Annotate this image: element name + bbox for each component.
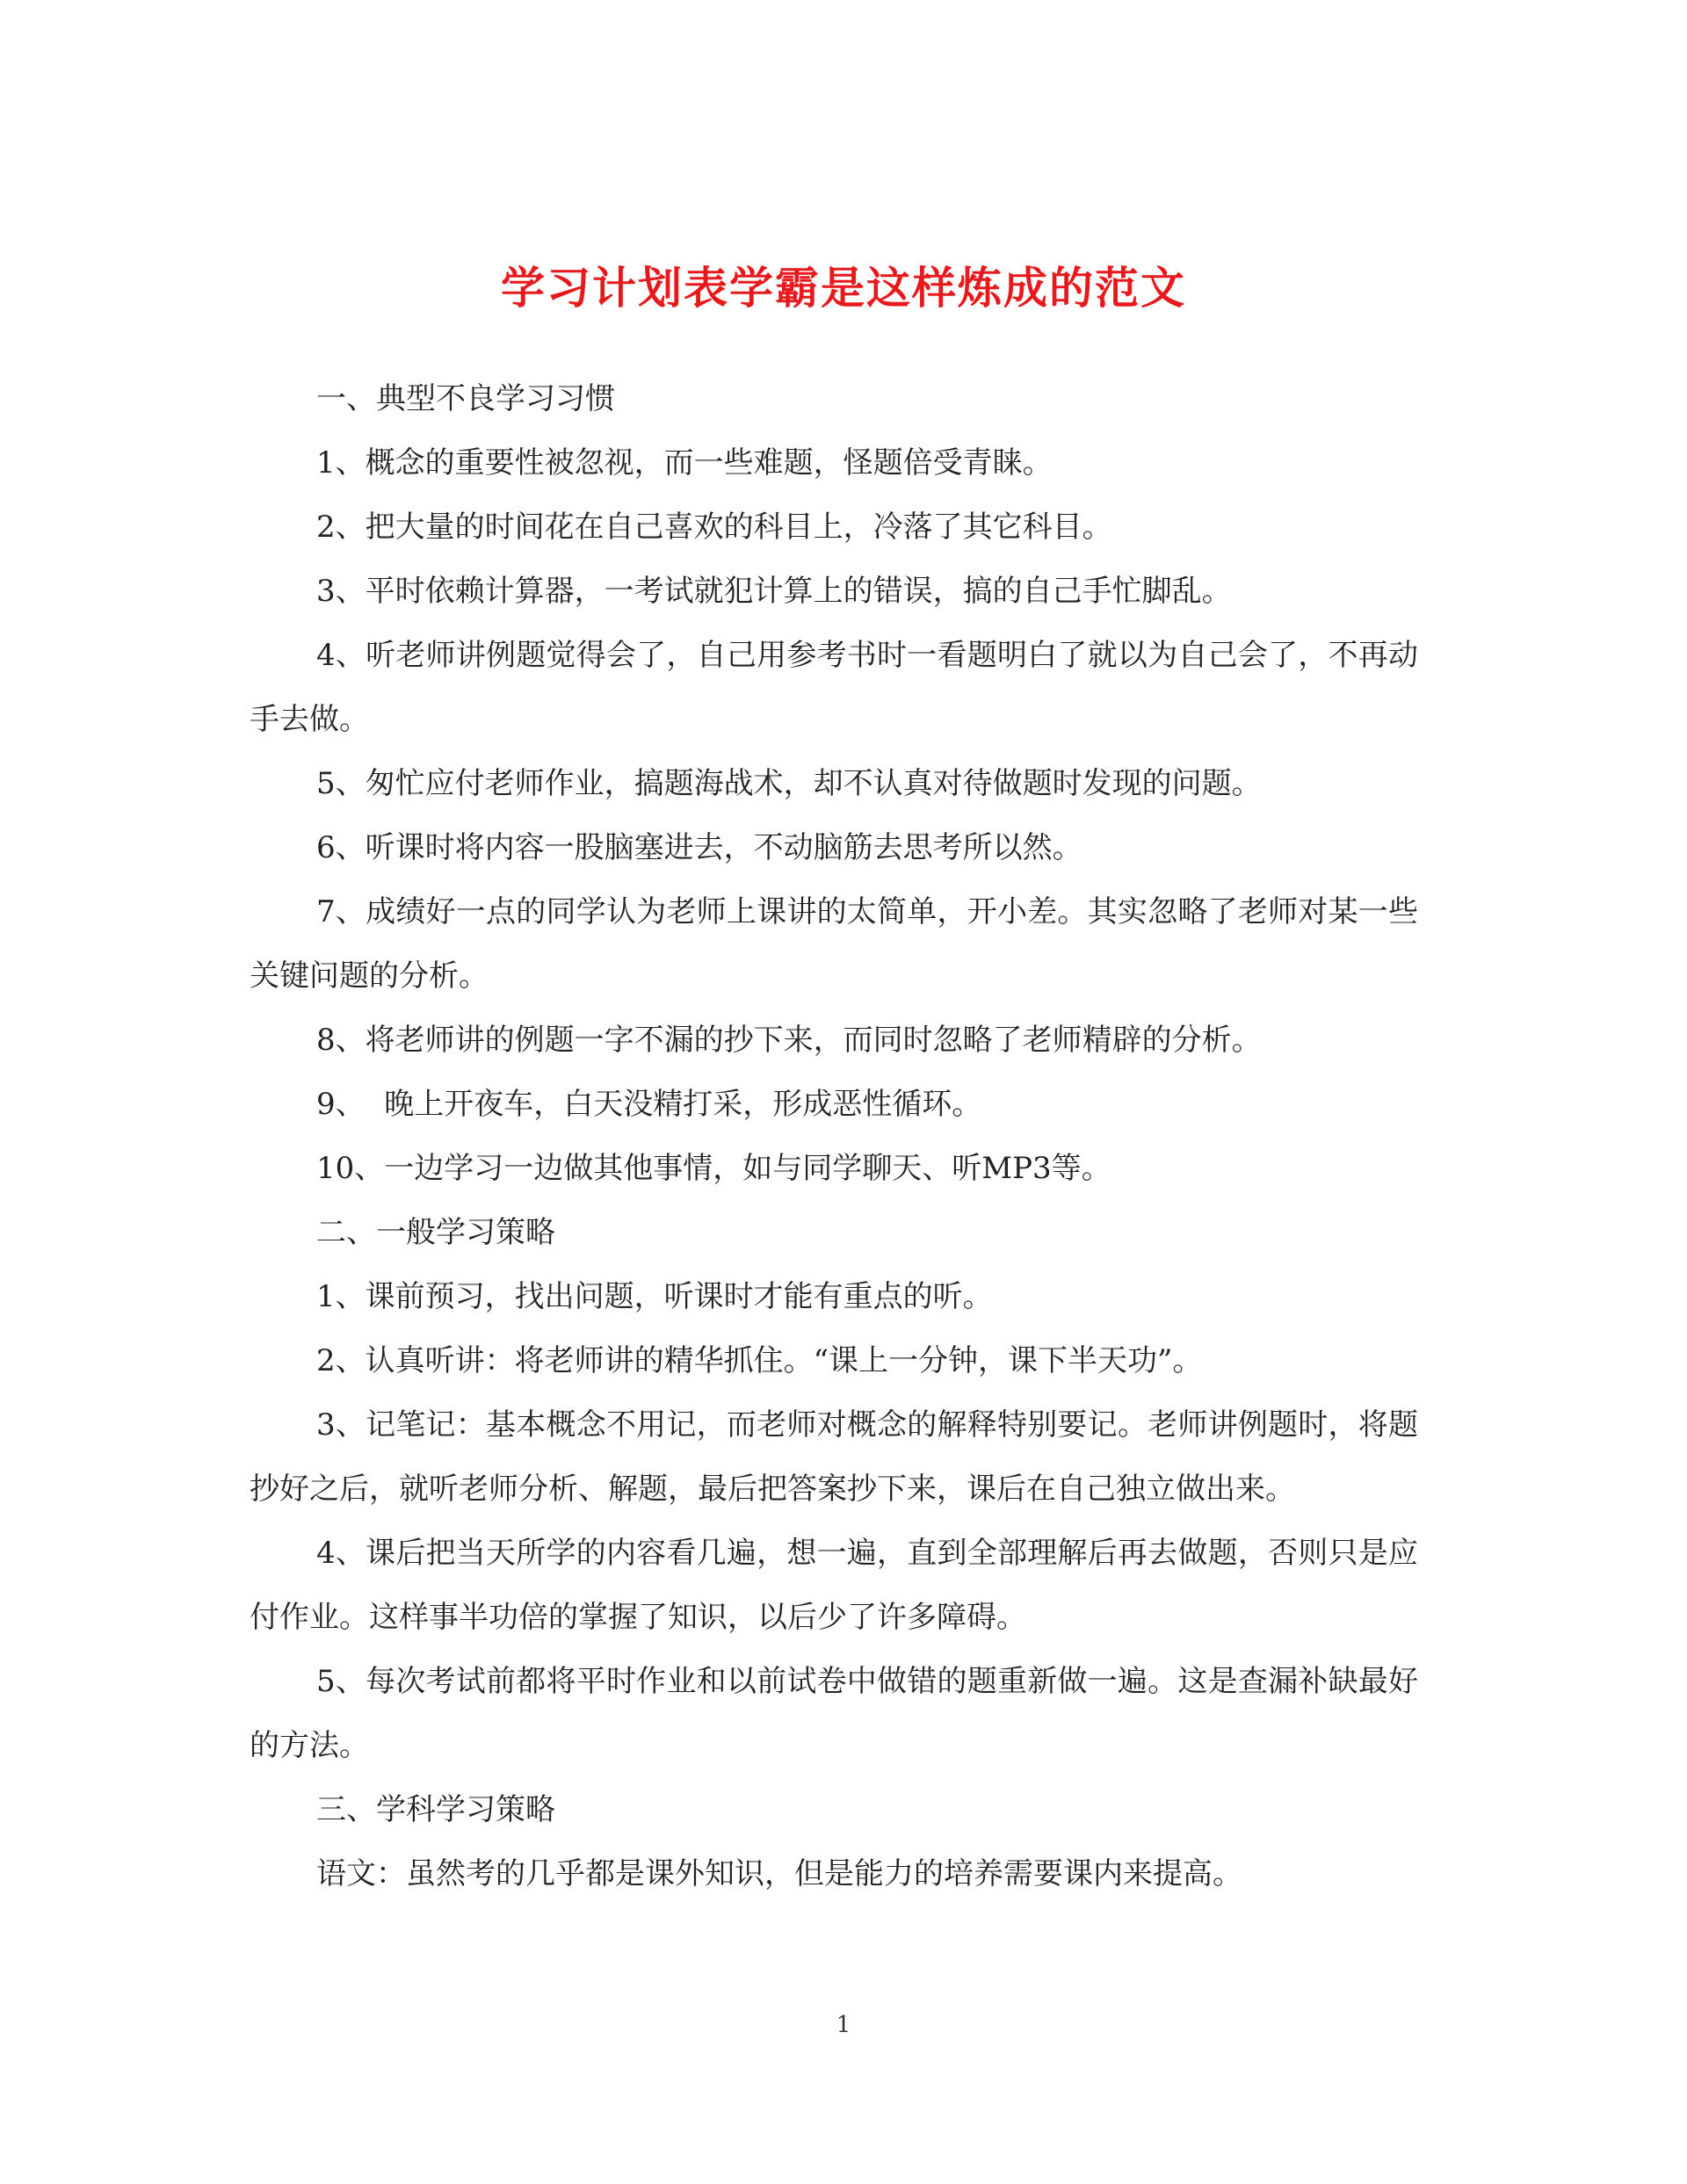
heading-general-strategies: 二、一般学习策略 <box>316 1215 555 1250</box>
paragraph: 语文：虽然考的几乎都是课外知识，但是能力的培养需要课内来提高。 <box>316 1856 1242 1891</box>
paragraph: 2、认真听讲：将老师讲的精华抓住。“课上一分钟，课下半天功”。 <box>316 1343 1203 1378</box>
paragraph: 2、把大量的时间花在自己喜欢的科目上，冷落了其它科目。 <box>316 510 1112 545</box>
paragraph: 4、听老师讲例题觉得会了，自己用参考书时一看题明白了就以为自己会了，不再动手去做。 <box>250 638 1418 737</box>
paragraph: 5、匆忙应付老师作业，搞题海战术，却不认真对待做题时发现的问题。 <box>316 766 1262 801</box>
document-title: 学习计划表学霸是这样炼成的范文 <box>501 261 1186 314</box>
paragraph: 7、成绩好一点的同学认为老师上课讲的太简单，开小差。其实忽略了老师对某一些关键问题的分析。 <box>250 894 1418 994</box>
paragraph: 8、将老师讲的例题一字不漏的抄下来，而同时忽略了老师精辟的分析。 <box>316 1023 1262 1058</box>
heading-subject-strategies: 三、学科学习策略 <box>316 1792 555 1827</box>
paragraph: 5、每次考试前都将平时作业和以前试卷中做错的题重新做一遍。这是查漏补缺最好的方法。 <box>250 1664 1418 1763</box>
paragraph: 1、课前预习，找出问题，听课时才能有重点的听。 <box>316 1279 993 1314</box>
page-number: 1 <box>836 2012 851 2038</box>
paragraph: 9、 晚上开夜车，白天没精打采，形成恶性循环。 <box>316 1087 982 1122</box>
paragraph: 3、记笔记：基本概念不用记，而老师对概念的解释特别要记。老师讲例题时，将题抄好之后，就听老师分析、解题，最后把答案抄下来，课后在自己独立做出来。 <box>250 1407 1418 1507</box>
document-body <box>250 367 1418 1906</box>
heading-bad-habits: 一、典型不良学习习惯 <box>316 381 615 416</box>
paragraph: 6、听课时将内容一股脑塞进去，不动脑筋去思考所以然。 <box>316 830 1082 865</box>
paragraph: 1、概念的重要性被忽视，而一些难题，怪题倍受青睐。 <box>316 445 1053 481</box>
paragraph: 3、平时依赖计算器，一考试就犯计算上的错误，搞的自己手忙脚乱。 <box>316 574 1232 609</box>
paragraph: 4、课后把当天所学的内容看几遍，想一遍，直到全部理解后再去做题，否则只是应付作业。这样事半功倍的掌握了知识，以后少了许多障碍。 <box>250 1536 1418 1635</box>
paragraph: 10、一边学习一边做其他事情，如与同学聊天、听MP3等。 <box>316 1151 1111 1186</box>
